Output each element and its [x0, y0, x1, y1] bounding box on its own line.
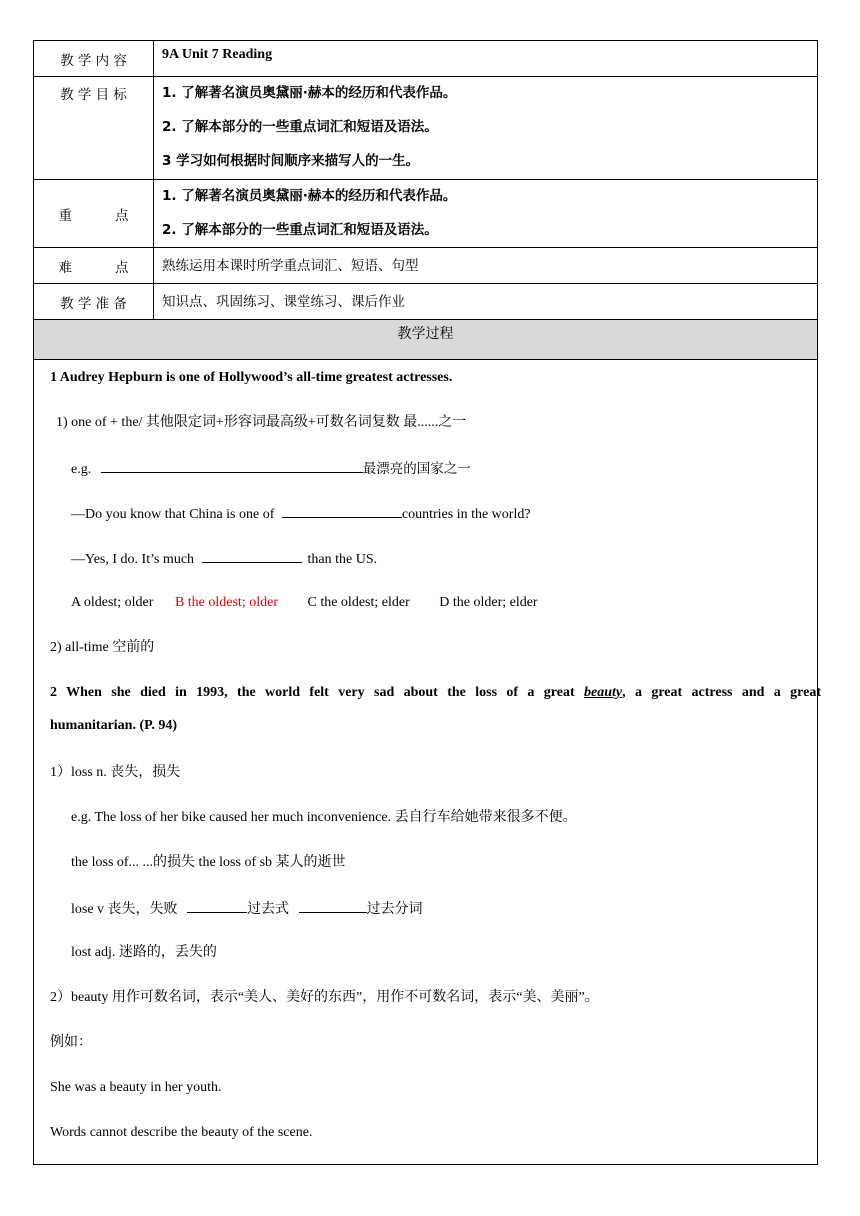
section-2-point-1: 1）loss n. 丧失，损失	[50, 765, 181, 780]
lose-text: lose v 丧失，失败	[71, 902, 178, 917]
question-line-2	[71, 548, 377, 570]
section-2-title	[50, 683, 821, 703]
label-content: 教 学 内 容	[34, 41, 154, 77]
answer-blank[interactable]	[187, 898, 247, 913]
row-process-body	[34, 360, 818, 1165]
key-point-item: 1. 了解著名演员奥黛丽·赫本的经历和代表作品。	[162, 188, 457, 204]
option-d: D the older; elder	[439, 595, 538, 610]
label-preparation: 教 学 准 备	[34, 284, 154, 320]
lesson-plan-table	[33, 40, 821, 1165]
option-c: C the oldest; elder	[307, 595, 410, 610]
answer-blank[interactable]	[202, 548, 302, 563]
row-content	[34, 41, 818, 77]
key-point-item: 2. 了解本部分的一些重点词汇和短语及语法。	[162, 222, 438, 238]
row-difficulties	[34, 248, 818, 284]
answer-blank[interactable]	[299, 898, 367, 913]
objective-item: 3 学习如何根据时间顺序来描写人的一生。	[162, 153, 420, 169]
question-line-1	[71, 503, 531, 525]
row-preparation	[34, 284, 818, 320]
loss-of-phrases: the loss of... ...的损失 the loss of sb 某人的逝世	[71, 855, 346, 870]
question-text: countries in the world?	[401, 507, 531, 522]
value-preparation: 知识点、巩固练习、课堂练习、课后作业	[154, 284, 818, 320]
value-key-points	[154, 180, 818, 248]
title-text: 2 When she died in 1993, the world felt very sad about the loss of a great	[50, 685, 575, 700]
section-1-point-2: 2) all-time 空前的	[50, 640, 155, 655]
eg-prefix: e.g.	[71, 462, 92, 477]
answer-options	[71, 593, 538, 613]
label-difficulties: 难 点	[34, 248, 154, 284]
question-text: than the US.	[307, 552, 378, 567]
section-1-title: 1 Audrey Hepburn is one of Hollywood’s all-time greatest actresses.	[50, 370, 453, 385]
section-1-example	[71, 458, 471, 480]
lose-text: 过去式	[247, 902, 290, 917]
lost-adj-line: lost adj. 迷路的，丢失的	[71, 945, 217, 960]
answer-blank[interactable]	[101, 458, 363, 473]
example-label: 例如：	[50, 1035, 92, 1050]
option-b-correct: B the oldest; older	[174, 595, 278, 610]
row-process-heading	[34, 320, 818, 360]
eg-suffix: 最漂亮的国家之一	[362, 461, 471, 477]
objective-item: 2. 了解本部分的一些重点词汇和短语及语法。	[162, 119, 438, 135]
value-content: 9A Unit 7 Reading	[154, 41, 818, 77]
title-text: , a great actress and a great	[622, 685, 821, 700]
example-sentence-2: Words cannot describe the beauty of the scene.	[50, 1125, 313, 1140]
row-objectives	[34, 77, 818, 180]
lesson-plan-page	[33, 40, 821, 1165]
label-key-points: 重 点	[34, 180, 154, 248]
section-2-title-cont: humanitarian. (P. 94)	[50, 718, 178, 733]
section-2-point-2: 2）beauty 用作可数名词，表示“美人、美好的东西”，用作不可数名词，表示“美、美丽”。	[50, 990, 599, 1005]
section-1-point-1: 1) one of + the/ 其他限定词+形容词最高级+可数名词复数 最......之一	[56, 415, 467, 430]
lose-text: 过去分词	[366, 902, 423, 917]
lose-verb-line	[71, 898, 423, 920]
label-objectives: 教 学 目 标	[34, 77, 154, 180]
objective-item: 1. 了解著名演员奥黛丽·赫本的经历和代表作品。	[162, 85, 457, 101]
process-heading: 教学过程	[34, 320, 818, 360]
answer-blank[interactable]	[282, 503, 402, 518]
row-key-points	[34, 180, 818, 248]
process-body	[34, 360, 821, 1165]
question-text: —Do you know that China is one of	[71, 507, 275, 522]
question-text: —Yes, I do. It’s much	[71, 552, 195, 567]
section-2-example: e.g. The loss of her bike caused her much inconvenience. 丢自行车给她带来很多不便。	[71, 810, 577, 825]
example-sentence-1: She was a beauty in her youth.	[50, 1080, 222, 1095]
option-a: A oldest; older	[71, 595, 154, 610]
value-objectives	[154, 77, 818, 180]
value-difficulties: 熟练运用本课时所学重点词汇、短语、句型	[154, 248, 818, 284]
underlined-word: beauty	[584, 685, 623, 700]
